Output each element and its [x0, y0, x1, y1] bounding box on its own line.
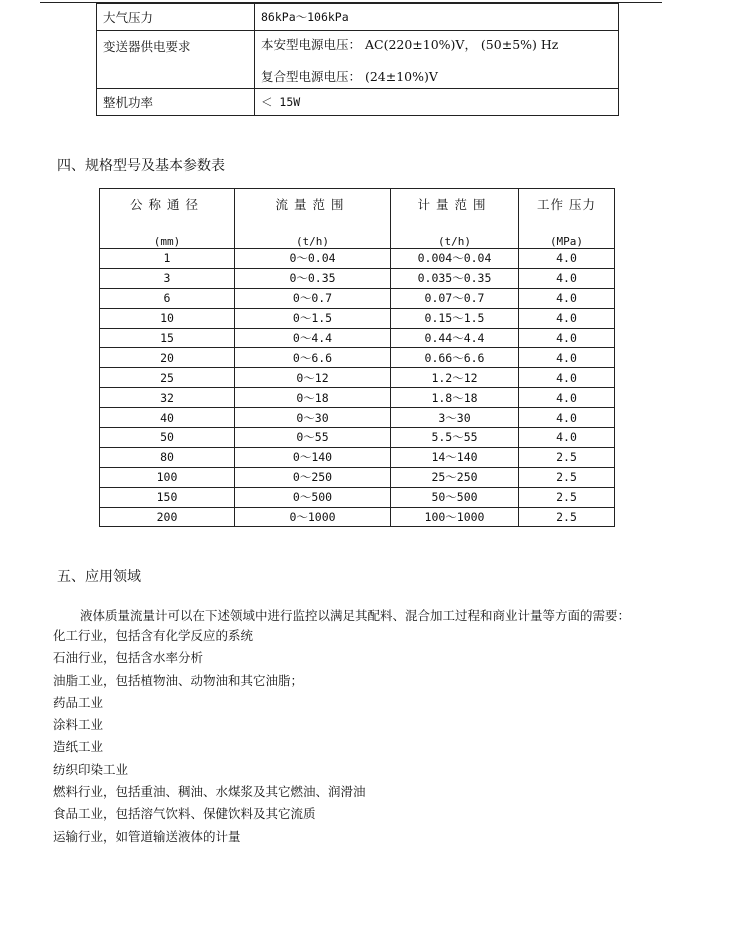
table-cell: 4.0	[519, 388, 615, 408]
spec-value-line: 本安型电源电压： AC(220±10%)V， (50±5%) Hz	[261, 37, 559, 52]
column-header-name: 流量范围	[275, 197, 350, 212]
list-item: 纺织印染工业	[53, 761, 129, 777]
table-cell: 4.0	[519, 328, 615, 348]
table-cell: 40	[100, 408, 235, 428]
list-item: 燃料行业，包括重油、稠油、水煤浆及其它燃油、润滑油	[53, 784, 366, 800]
table-cell: 1.2～12	[391, 368, 519, 388]
column-header	[100, 189, 235, 249]
table-cell: 2.5	[519, 487, 615, 507]
table-cell: 0～0.35	[235, 268, 391, 288]
spec-table	[96, 3, 619, 116]
table-cell: 0～0.7	[235, 288, 391, 308]
table-cell: 4.0	[519, 408, 615, 428]
column-header-name: 工作 压力	[537, 197, 596, 212]
table-header-row	[100, 189, 615, 249]
table-cell: 50～500	[391, 487, 519, 507]
table-cell: 100～1000	[391, 507, 519, 527]
table-cell: 15	[100, 328, 235, 348]
section-heading: 四、规格型号及基本参数表	[57, 158, 225, 174]
spec-row-wattage	[97, 89, 619, 116]
spec-label: 变送器供电要求	[97, 31, 255, 89]
spec-row-pressure	[97, 4, 619, 31]
table-cell: 5.5～55	[391, 428, 519, 448]
table-cell: 25	[100, 368, 235, 388]
table-row	[100, 368, 615, 388]
table-row	[100, 288, 615, 308]
table-cell: 0.15～1.5	[391, 308, 519, 328]
table-cell: 1	[100, 249, 235, 269]
table-cell: 14～140	[391, 447, 519, 467]
table-cell: 3	[100, 268, 235, 288]
table-cell: 0～1.5	[235, 308, 391, 328]
table-row	[100, 249, 615, 269]
spec-value-line: 复合型电源电压： (24±10%)V	[261, 69, 438, 84]
list-item: 造纸工业	[53, 739, 104, 755]
table-cell: 0.004～0.04	[391, 249, 519, 269]
table-cell: 20	[100, 348, 235, 368]
spec-value: ＜ 15W	[255, 89, 619, 116]
table-row	[100, 268, 615, 288]
column-header-unit: (t/h)	[295, 235, 330, 248]
table-cell: 4.0	[519, 368, 615, 388]
spec-label: 整机功率	[97, 89, 255, 116]
application-list	[53, 627, 366, 850]
table-cell: 4.0	[519, 268, 615, 288]
table-cell: 0～500	[235, 487, 391, 507]
column-header	[235, 189, 391, 249]
list-item: 运输行业，如管道输送液体的计量	[53, 828, 241, 844]
list-item: 药品工业	[53, 694, 104, 710]
spec-row-power-supply	[97, 31, 619, 89]
application-intro: 液体质量流量计可以在下述领域中进行监控以满足其配料、混合加工过程和商业计量等方面的需要：	[80, 608, 631, 623]
table-row	[100, 467, 615, 487]
table-cell: 50	[100, 428, 235, 448]
table-cell: 0.66～6.6	[391, 348, 519, 368]
table-cell: 0～55	[235, 428, 391, 448]
list-item: 化工行业，包括含有化学反应的系统	[53, 628, 254, 643]
table-cell: 80	[100, 447, 235, 467]
table-row	[100, 447, 615, 467]
table-cell: 200	[100, 507, 235, 527]
table-cell: 0.035～0.35	[391, 268, 519, 288]
table-cell: 0～4.4	[235, 328, 391, 348]
column-header-unit: (MPa)	[549, 235, 584, 248]
table-cell: 4.0	[519, 348, 615, 368]
table-cell: 32	[100, 388, 235, 408]
table-cell: 0～140	[235, 447, 391, 467]
column-header-name: 计量范围	[417, 197, 492, 212]
column-header-unit: (mm)	[153, 235, 181, 248]
column-header	[519, 189, 615, 249]
table-cell: 4.0	[519, 288, 615, 308]
column-header-unit: (t/h)	[437, 235, 472, 248]
table-cell: 4.0	[519, 249, 615, 269]
table-cell: 6	[100, 288, 235, 308]
table-cell: 2.5	[519, 467, 615, 487]
table-cell: 2.5	[519, 507, 615, 527]
table-cell: 100	[100, 467, 235, 487]
table-cell: 150	[100, 487, 235, 507]
table-row	[100, 507, 615, 527]
table-cell: 2.5	[519, 447, 615, 467]
spec-label: 大气压力	[97, 4, 255, 31]
spec-value	[255, 31, 619, 89]
table-cell: 4.0	[519, 428, 615, 448]
table-row	[100, 408, 615, 428]
table-cell: 0.44～4.4	[391, 328, 519, 348]
list-item: 油脂工业，包括植物油、动物油和其它油脂；	[53, 672, 304, 688]
table-cell: 1.8～18	[391, 388, 519, 408]
parameter-table	[99, 188, 615, 527]
list-item: 食品工业，包括溶气饮料、保健饮料及其它流质	[53, 806, 316, 822]
table-cell: 0～12	[235, 368, 391, 388]
table-cell: 0～1000	[235, 507, 391, 527]
table-row	[100, 487, 615, 507]
table-cell: 25～250	[391, 467, 519, 487]
parameter-table-body	[100, 249, 615, 527]
table-cell: 0～18	[235, 388, 391, 408]
list-item: 涂料工业	[53, 717, 104, 733]
column-header	[391, 189, 519, 249]
table-row	[100, 428, 615, 448]
table-row	[100, 348, 615, 368]
table-row	[100, 388, 615, 408]
table-cell: 0.07～0.7	[391, 288, 519, 308]
table-row	[100, 308, 615, 328]
spec-value: 86kPa～106kPa	[255, 4, 619, 31]
table-cell: 0～0.04	[235, 249, 391, 269]
column-header-name: 公称通径	[129, 197, 204, 212]
table-cell: 0～250	[235, 467, 391, 487]
table-cell: 3～30	[391, 408, 519, 428]
section-heading: 五、应用领域	[57, 569, 141, 585]
table-cell: 0～30	[235, 408, 391, 428]
table-row	[100, 328, 615, 348]
table-cell: 4.0	[519, 308, 615, 328]
list-item: 石油行业，包括含水率分析	[53, 650, 204, 666]
table-cell: 10	[100, 308, 235, 328]
table-cell: 0～6.6	[235, 348, 391, 368]
